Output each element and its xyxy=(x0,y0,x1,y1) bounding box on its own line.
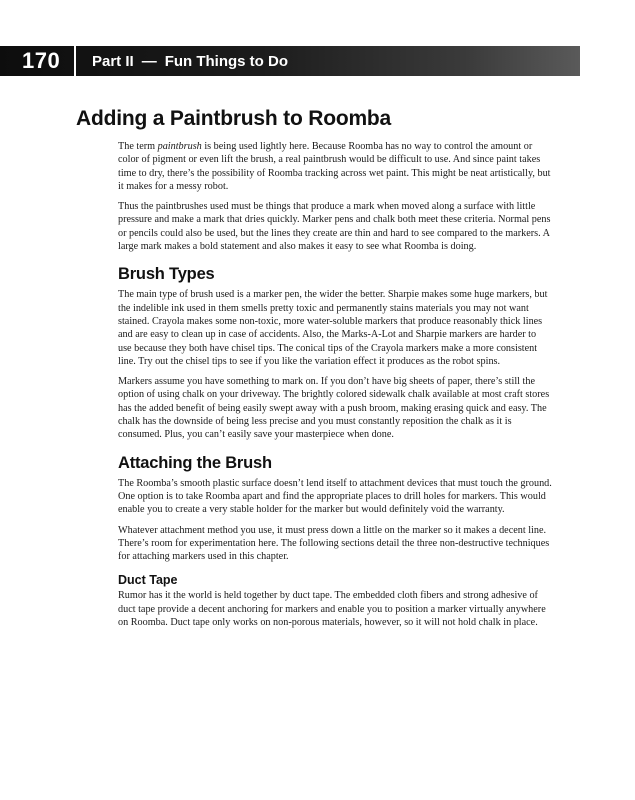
brush-types-heading: Brush Types xyxy=(118,265,215,284)
attaching-heading: Attaching the Brush xyxy=(118,453,272,472)
duct-tape-paragraph: Rumor has it the world is held together by duct tape. The embedded cloth fibers and strong adhesive of duct tape provide a decent anchoring for markers and enable you to position a marker virtually anywhere on Roomba. Duct tape only works on non-porous materials, however, so it will not hold chalk in place. xyxy=(118,590,546,629)
page-number: 170 xyxy=(22,48,61,73)
brush-types-paragraph-2: Markers assume you have something to mark on. If you don’t have big sheets of paper, there’s still the option of using chalk on your driveway. The brightly colored sidewalk chalk available at most craft stores has the added benefit of being easily swept away with a push broom, making erasing quick and easy. The chalk has the downside of being less precise and you must constantly reposition the chalk as it is consumed. Plus, you can’t easily save your masterpiece when done. xyxy=(118,376,550,441)
body-text xyxy=(118,140,552,636)
section-title: Adding a Paintbrush to Roomba xyxy=(76,107,392,130)
intro-paragraph-1 xyxy=(118,140,552,193)
header-divider xyxy=(74,46,76,76)
running-head-separator: — xyxy=(141,53,157,70)
brush-types-paragraph-1: The main type of brush used is a marker pen, the wider the better. Sharpie makes some huge markers, but the indelible ink used in them smells pretty toxic and permanently stains materials you may not want stained. Crayola makes some non-toxic, more water-soluble markers that produce reasonably thick lines and are easy to clean up in case of accidents. Also, the Marks-A-Lot and Sharpie markers are harder to use because they both have chisel tips. The conical tips of the Crayola markers make a more consistent line. Try out the chisel tips to see if you like the variation effect it produces as the robot spins. xyxy=(118,289,548,367)
paintbrush-term: paintbrush xyxy=(157,141,202,152)
attaching-paragraph-2: Whatever attachment method you use, it must press down a little on the marker so it makes a decent line. There’s room for experimentation here. The following sections detail the three non-destructive techniques for attaching markers used in this chapter. xyxy=(118,524,550,563)
part-label: Part II xyxy=(92,53,134,70)
duct-tape-heading: Duct Tape xyxy=(118,573,178,588)
intro-text-rest: is being used lightly here. Because Roomba has no way to control the amount or color of pigment or even lift the brush, a real paintbrush would be difficult to use. And since paint takes time to dry, there’s the possibility of Roomba tracking across wet paint. This might be neat artistically, but it makes for a messy robot. xyxy=(118,141,551,192)
running-header-bar xyxy=(0,46,580,76)
intro-text-lead: The term xyxy=(118,141,158,152)
running-head xyxy=(92,53,288,70)
intro-paragraph-2: Thus the paintbrushes used must be things that produce a mark when moved along a surface with little pressure and make a mark that dries quickly. Marker pens and chalk both meet these criteria. Normal pens or pencils could also be used, but the lines they create are thin and hard to see compared to the markers. A large mark makes a bold statement and also makes it easy to see what Roomba is doing. xyxy=(118,201,551,253)
part-title: Fun Things to Do xyxy=(164,53,288,70)
attaching-paragraph-1: The Roomba’s smooth plastic surface doesn’t lend itself to attachment devices that must touch the ground. One option is to take Roomba apart and find the appropriate places to drill holes for markers. This would enable you to create a very stable holder for the marker but would definitely void the warranty. xyxy=(118,477,552,516)
